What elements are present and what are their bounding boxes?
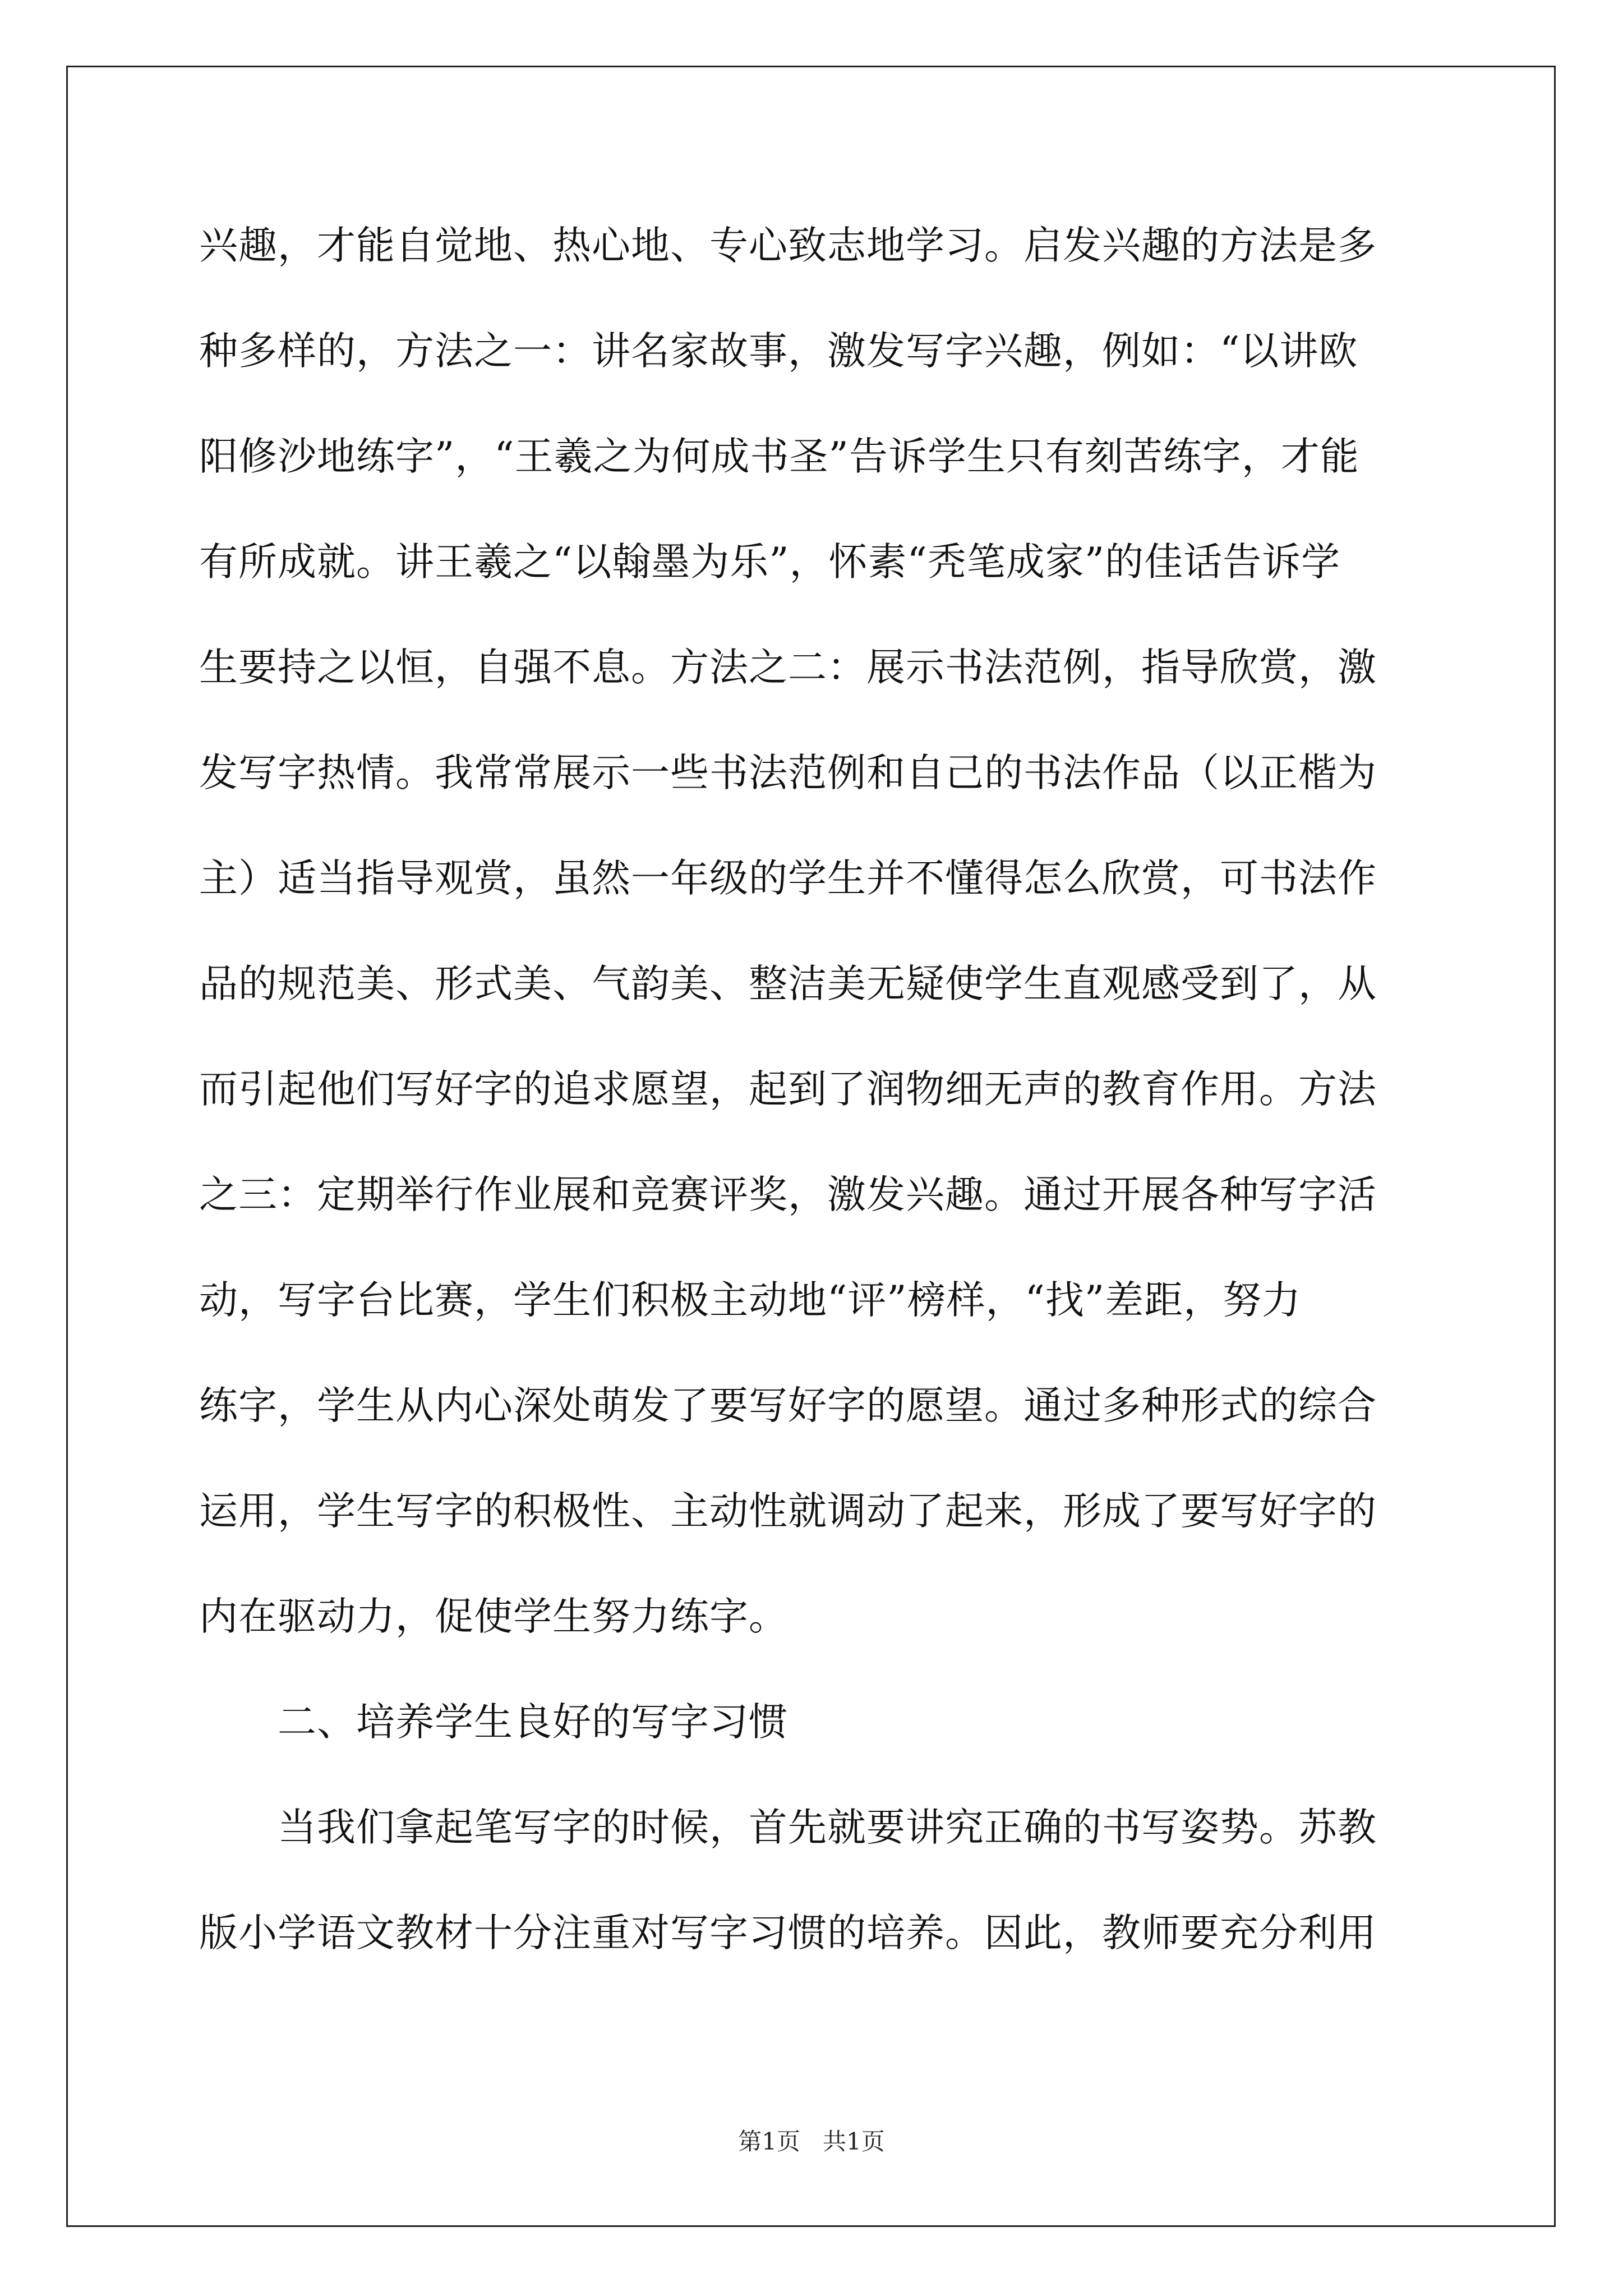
text-line: 阳修沙地练字”，“王羲之为何成书圣”告诉学生只有刻苦练字，才能 xyxy=(199,434,1359,479)
page-number: 第1页 xyxy=(738,2128,800,2155)
text-line: 运用，学生写字的积极性、主动性就调动了起来，形成了要写好字的 xyxy=(199,1489,1377,1534)
paragraph-first-line: 当我们拿起笔写字的时候，首先就要讲究正确的书写姿势。苏教 xyxy=(278,1805,1377,1850)
text-line: 练字，学生从内心深处萌发了要写好字的愿望。通过多种形式的综合 xyxy=(199,1383,1377,1428)
text-line: 之三：定期举行作业展和竞赛评奖，激发兴趣。通过开展各种写字活 xyxy=(199,1172,1377,1217)
document-body xyxy=(199,219,1427,2012)
text-line: 内在驱动力，促使学生努力练字。 xyxy=(199,1594,788,1639)
text-line: 生要持之以恒，自强不息。方法之二：展示书法范例，指导欣赏，激 xyxy=(199,645,1377,690)
text-line: 有所成就。讲王羲之“以翰墨为乐”，怀素“秃笔成家”的佳话告诉学 xyxy=(199,540,1341,585)
text-line: 主）适当指导观赏，虽然一年级的学生并不懂得怎么欣赏，可书法作 xyxy=(199,856,1377,901)
text-line: 而引起他们写好字的追求愿望，起到了润物细无声的教育作用。方法 xyxy=(199,1067,1377,1112)
page-total: 共1页 xyxy=(823,2128,885,2155)
page-footer xyxy=(0,2126,1623,2157)
text-line: 动，写字台比赛，学生们积极主动地“评”榜样，“找”差距，努力 xyxy=(199,1278,1302,1323)
text-line: 品的规范美、形式美、气韵美、整洁美无疑使学生直观感受到了，从 xyxy=(199,961,1377,1006)
text-line: 种多样的，方法之一：讲名家故事，激发写字兴趣，例如：“以讲欧 xyxy=(199,329,1358,374)
text-line: 版小学语文教材十分注重对写字习惯的培养。因此，教师要充分利用 xyxy=(199,1911,1377,1955)
text-line: 兴趣，才能自觉地、热心地、专心致志地学习。启发兴趣的方法是多 xyxy=(199,223,1377,268)
text-line: 发写字热情。我常常展示一些书法范例和自己的书法作品（以正楷为 xyxy=(199,751,1377,795)
section-heading: 二、培养学生良好的写字习惯 xyxy=(278,1700,788,1745)
